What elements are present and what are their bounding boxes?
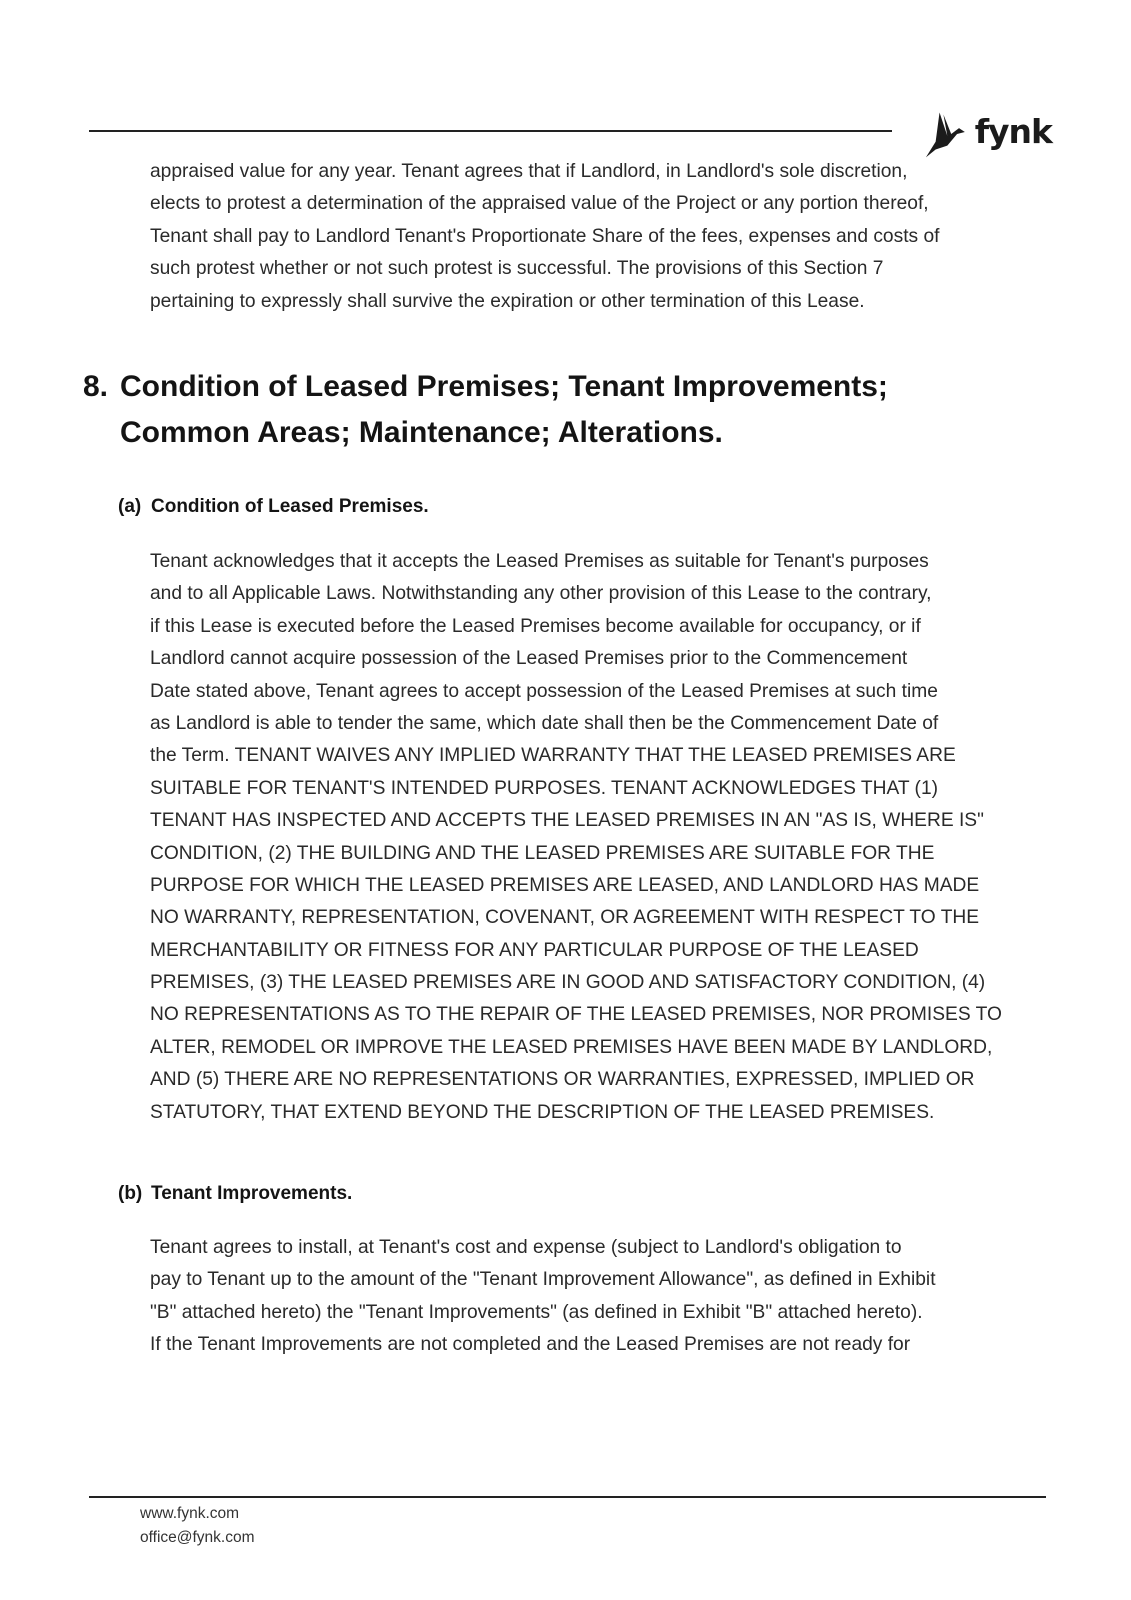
text-line: Date stated above, Tenant agrees to accept possession of the Leased Premises at such time xyxy=(150,680,938,702)
subsection-b-paragraph xyxy=(150,1232,1050,1362)
section-title-line1: Condition of Leased Premises; Tenant Improvements; xyxy=(120,370,888,403)
header-divider xyxy=(89,130,892,132)
text-line: elects to protest a determination of the appraised value of the Project or any portion thereof, xyxy=(150,193,929,215)
subsection-label: (a) xyxy=(118,496,142,517)
footer-divider xyxy=(89,1496,1046,1498)
section-heading xyxy=(83,364,983,456)
subsection-title: Condition of Leased Premises. xyxy=(151,496,429,517)
subsection-title: Tenant Improvements. xyxy=(151,1183,353,1204)
text-line: pertaining to expressly shall survive the expiration or other termination of this Lease. xyxy=(150,290,865,312)
section-number: 8. xyxy=(83,370,109,403)
text-line: and to all Applicable Laws. Notwithstanding any other provision of this Lease to the contrary, xyxy=(150,583,932,605)
text-line: Landlord cannot acquire possession of the Leased Premises prior to the Commencement xyxy=(150,648,908,670)
text-line: CONDITION, (2) THE BUILDING AND THE LEASED PREMISES ARE SUITABLE FOR THE xyxy=(150,842,935,864)
text-line: the Term. TENANT WAIVES ANY IMPLIED WARRANTY THAT THE LEASED PREMISES ARE xyxy=(150,745,956,767)
text-line: NO REPRESENTATIONS AS TO THE REPAIR OF THE LEASED PREMISES, NOR PROMISES TO xyxy=(150,1004,1002,1026)
text-line: NO WARRANTY, REPRESENTATION, COVENANT, OR AGREEMENT WITH RESPECT TO THE xyxy=(150,907,980,929)
text-line: Tenant shall pay to Landlord Tenant's Proportionate Share of the fees, expenses and costs of xyxy=(150,225,940,247)
text-line: MERCHANTABILITY OR FITNESS FOR ANY PARTICULAR PURPOSE OF THE LEASED xyxy=(150,939,919,961)
text-line: TENANT HAS INSPECTED AND ACCEPTS THE LEASED PREMISES IN AN "AS IS, WHERE IS" xyxy=(150,810,984,832)
subsection-a-heading xyxy=(118,496,429,518)
text-line: STATUTORY, THAT EXTEND BEYOND THE DESCRIPTION OF THE LEASED PREMISES. xyxy=(150,1101,935,1123)
brand-logo xyxy=(922,106,1052,160)
text-line: PREMISES, (3) THE LEASED PREMISES ARE IN GOOD AND SATISFACTORY CONDITION, (4) xyxy=(150,972,986,994)
text-line: ALTER, REMODEL OR IMPROVE THE LEASED PREMISES HAVE BEEN MADE BY LANDLORD, xyxy=(150,1036,993,1058)
subsection-a-paragraph xyxy=(150,546,1050,1129)
intro-paragraph xyxy=(150,156,1050,318)
brand-name: fynk xyxy=(974,111,1052,151)
footer-email[interactable]: office@fynk.com xyxy=(140,1529,255,1546)
text-line: appraised value for any year. Tenant agrees that if Landlord, in Landlord's sole discretion, xyxy=(150,161,908,182)
text-line: "B" attached hereto) the "Tenant Improvements" (as defined in Exhibit "B" attached hereto). xyxy=(150,1301,923,1323)
text-line: If the Tenant Improvements are not completed and the Leased Premises are not ready for xyxy=(150,1334,911,1356)
text-line: Tenant agrees to install, at Tenant's cost and expense (subject to Landlord's obligation to xyxy=(150,1237,902,1258)
text-line: pay to Tenant up to the amount of the "Tenant Improvement Allowance", as defined in Exhibit xyxy=(150,1269,936,1291)
text-line: as Landlord is able to tender the same, which date shall then be the Commencement Date of xyxy=(150,712,939,734)
footer-website[interactable]: www.fynk.com xyxy=(140,1505,240,1522)
text-line: Tenant acknowledges that it accepts the Leased Premises as suitable for Tenant's purposes xyxy=(150,551,929,572)
subsection-label: (b) xyxy=(118,1183,143,1204)
bird-logo-icon xyxy=(922,106,971,160)
subsection-b-heading xyxy=(118,1183,352,1205)
text-line: PURPOSE FOR WHICH THE LEASED PREMISES ARE LEASED, AND LANDLORD HAS MADE xyxy=(150,874,980,896)
text-line: SUITABLE FOR TENANT'S INTENDED PURPOSES. TENANT ACKNOWLEDGES THAT (1) xyxy=(150,777,939,799)
text-line: AND (5) THERE ARE NO REPRESENTATIONS OR WARRANTIES, EXPRESSED, IMPLIED OR xyxy=(150,1069,975,1091)
text-line: such protest whether or not such protest is successful. The provisions of this Section 7 xyxy=(150,258,884,280)
text-line: if this Lease is executed before the Leased Premises become available for occupancy, or if xyxy=(150,615,921,637)
section-title-line2: Common Areas; Maintenance; Alterations. xyxy=(120,416,723,449)
